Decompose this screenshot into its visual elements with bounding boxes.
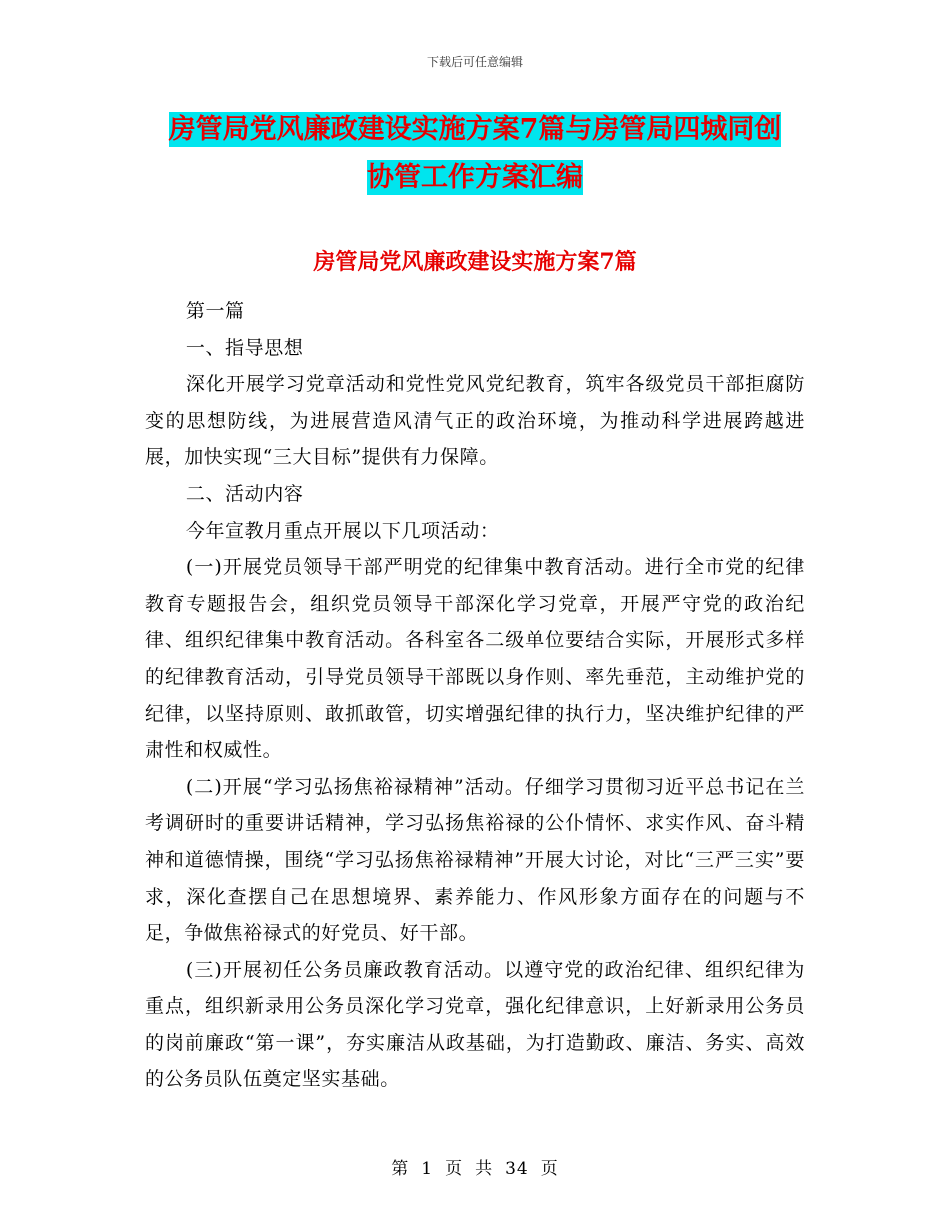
title-line-1: 房管局党风廉政建设实施方案7篇与房管局四城同创 bbox=[168, 114, 782, 145]
paragraph: (二)开展“学习弘扬焦裕禄精神”活动。仔细学习贯彻习近平总书记在兰考调研时的重要讲话精神，学习弘扬焦裕禄的公仆情怀、求实作风、奋斗精神和道德情操，围绕“学习弘扬焦裕禄精神”开展大讨论，对比“三严三实”要求，深化查摆自己在思想境界、素养能力、作风形象方面存在的问题与不足，争做焦裕禄式的好党员、好干部。 bbox=[145, 775, 805, 945]
paragraph: 深化开展学习党章活动和党性党风党纪教育，筑牢各级党员干部拒腐防变的思想防线，为进展营造风清气正的政治环境，为推动科学进展跨越进展，加快实现“三大目标”提供有力保障。 bbox=[145, 373, 805, 469]
footer-total-word: 共 bbox=[475, 1159, 494, 1179]
page-number: 1 bbox=[421, 1159, 434, 1179]
section-heading: 一、指导思想 bbox=[185, 336, 304, 359]
footer-suffix: 页 bbox=[540, 1159, 559, 1179]
footer-page-word: 页 bbox=[445, 1159, 464, 1179]
document-title bbox=[145, 106, 805, 202]
paragraph: (三)开展初任公务员廉政教育活动。以遵守党的政治纪律、组织纪律为重点，组织新录用公务员深化学习党章，强化纪律意识，上好新录用公务员的岗前廉政“第一课”，夯实廉洁从政基础，为打造勤政、廉洁、务实、高效的公务员队伍奠定坚实基础。 bbox=[145, 958, 805, 1091]
footer-prefix: 第 bbox=[391, 1159, 410, 1179]
paragraph: 今年宣教月重点开展以下几项活动： bbox=[185, 519, 500, 542]
title-line-2: 协管工作方案汇编 bbox=[367, 162, 583, 193]
chapter-heading: 第一篇 bbox=[185, 300, 245, 322]
section-heading: 二、活动内容 bbox=[185, 482, 304, 505]
page-footer bbox=[0, 1154, 950, 1179]
total-pages: 34 bbox=[505, 1159, 529, 1179]
document-body bbox=[145, 293, 805, 1098]
header-note: 下载后可任意编辑 bbox=[426, 55, 523, 69]
section-title: 房管局党风廉政建设实施方案7篇 bbox=[313, 249, 637, 275]
paragraph: (一)开展党员领导干部严明党的纪律集中教育活动。进行全市党的纪律教育专题报告会，组织党员领导干部深化学习党章，开展严守党的政治纪律、组织纪律集中教育活动。各科室各二级单位要结合实际，开展形式多样的纪律教育活动，引导党员领导干部既以身作则、率先垂范，主动维护党的纪律，以坚持原则、敢抓敢管，切实增强纪律的执行力，坚决维护纪律的严肃性和权威性。 bbox=[145, 556, 805, 762]
